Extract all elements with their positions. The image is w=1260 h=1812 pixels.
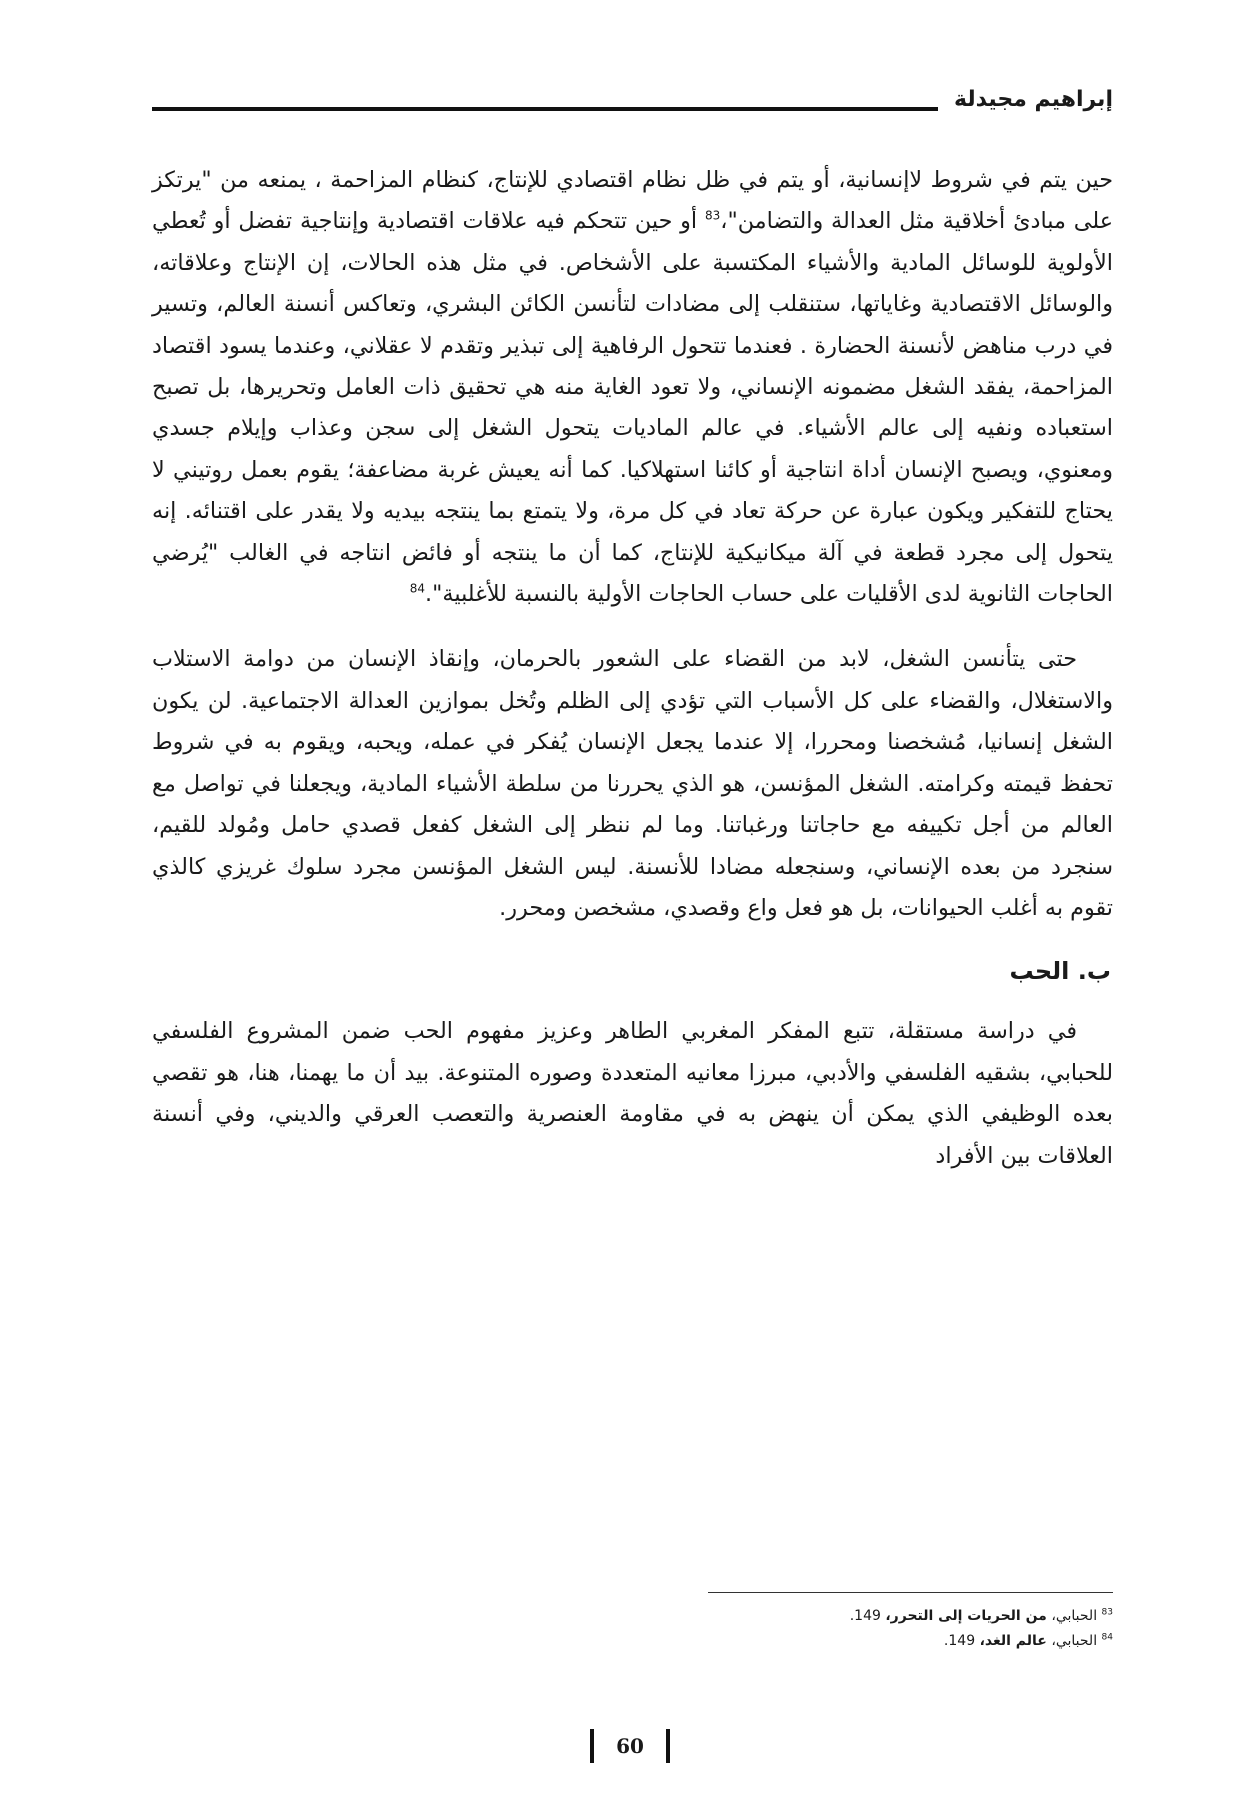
footnotes [152, 1604, 1113, 1654]
section-heading: ب. الحب [1009, 957, 1111, 986]
footnote-separator [708, 1592, 1113, 1593]
footnote-84 [152, 1629, 1113, 1654]
footnote-title: عالم الغد، [979, 1633, 1047, 1649]
main-text [152, 160, 1113, 1177]
page-number: 60 [616, 1733, 644, 1758]
page-number-bar-right [666, 1729, 670, 1763]
footnote-page: 149. [943, 1633, 976, 1649]
footnote-83 [152, 1604, 1113, 1629]
paragraph-3: في دراسة مستقلة، تتبع المفكر المغربي الطاهر وعزيز مفهوم الحب ضمن المشروع الفلسفي للحبابي، بشقيه الفلسفي والأدبي، مبرزا معانيه المتعددة وصوره المتنوعة. بيد أن ما يهمنا، هنا، هو تقصي بعده الوظيفي الذي يمكن أن ينهض به في مقاومة العنصرية والتعصب العرقي والديني، وفي أنسنة العلاقات بين الأفراد [152, 1018, 1113, 1169]
paragraph-1-part-b: أو حين تتحكم فيه علاقات اقتصادية وإنتاجية تفضل أو تُعطي الأولوية للوسائل المادية والأشياء المكتسبة على الأشخاص. في مثل هذه الحالات، إن الإنتاج وعلاقاته، والوسائل الاقتصادية وغاياتها، ستنقلب إلى مضادات لتأنسن الكائن البشري، وتعاكس أنسنة العالم، وتسير في درب مناهض لأنسنة الحضارة . فعندما تتحول الرفاهية إلى تبذير وتقدم لا عقلاني، وعندما يسود اقتصاد المزاحمة، يفقد الشغل مضمونه الإنساني، ولا تعود الغاية منه هي تحقيق ذات العامل وتحريرها، بل تصبح استعباده ونفيه إلى عالم الأشياء. في عالم الماديات يتحول الشغل إلى سجن وعذاب وإيلام جسدي ومعنوي، ويصبح الإنسان أداة انتاجية أو كائنا استهلاكيا. كما أنه يعيش غربة مضاعفة؛ يقوم بعمل روتيني لا يحتاج للتفكير ويكون عبارة عن حركة تعاد في كل مرة، ولا يتمتع بما ينتجه بيديه ولا يقدر على اقتنائه. إنه يتحول إلى مجرد قطعة في آلة ميكانيكية للإنتاج، كما أن ما ينتجه أو فائض انتاجه في الغالب "يُرضي الحاجات الثانوية لدى الأقليات على حساب الحاجات الأولية بالنسبة للأغلبية". [152, 208, 1113, 608]
running-header [152, 86, 1113, 130]
footnote-number: 83 [1101, 1607, 1113, 1618]
footnote-ref-84[interactable]: 84 [409, 581, 426, 596]
header-author-name: إبراهيم مجيدلة [954, 87, 1113, 112]
page-number-bar-left [590, 1729, 594, 1763]
footnote-author: الحبابي، [1051, 1633, 1098, 1649]
page-number-block [0, 1727, 1260, 1763]
paragraph-1-part-a: حين يتم في شروط لاإنسانية، أو يتم في ظل نظام اقتصادي للإنتاج، كنظام المزاحمة ، يمنعه من "يرتكز على مبادئ أخلاقية مثل العدالة والتضامن"، [152, 167, 1114, 235]
footnote-author: الحبابي، [1051, 1608, 1098, 1624]
header-rule [152, 107, 938, 111]
paragraph-1 [152, 160, 1113, 615]
paragraph-2: حتى يتأنسن الشغل، لابد من القضاء على الشعور بالحرمان، وإنقاذ الإنسان من دوامة الاستلاب والاستغلال، والقضاء على كل الأسباب التي تؤدي إلى الظلم وتُخل بموازين العدالة الاجتماعية. لن يكون الشغل إنسانيا، مُشخصنا ومحررا، إلا عندما يجعل الإنسان يُفكر في عمله، ويحبه، ويقوم به في شروط تحفظ قيمته وكرامته. الشغل المؤنسن، هو الذي يحررنا من سلطة الأشياء المادية، ويجعلنا في تواصل مع العالم من أجل تكييفه مع حاجاتنا ورغباتنا. وما لم ننظر إلى الشغل كفعل قصدي حامل ومُولد للقيم، سنجرد من بعده الإنساني، وسنجعله مضادا للأنسنة. ليس الشغل المؤنسن مجرد سلوك غريزي كالذي تقوم به أغلب الحيوانات، بل هو فعل واع وقصدي، مشخصن ومحرر. [152, 646, 1113, 921]
footnote-ref-83[interactable]: 83 [704, 208, 721, 223]
footnote-page: 149. [849, 1608, 881, 1624]
footnote-number: 84 [1101, 1632, 1113, 1643]
footnote-title: من الحريات إلى التحرر، [885, 1608, 1047, 1624]
